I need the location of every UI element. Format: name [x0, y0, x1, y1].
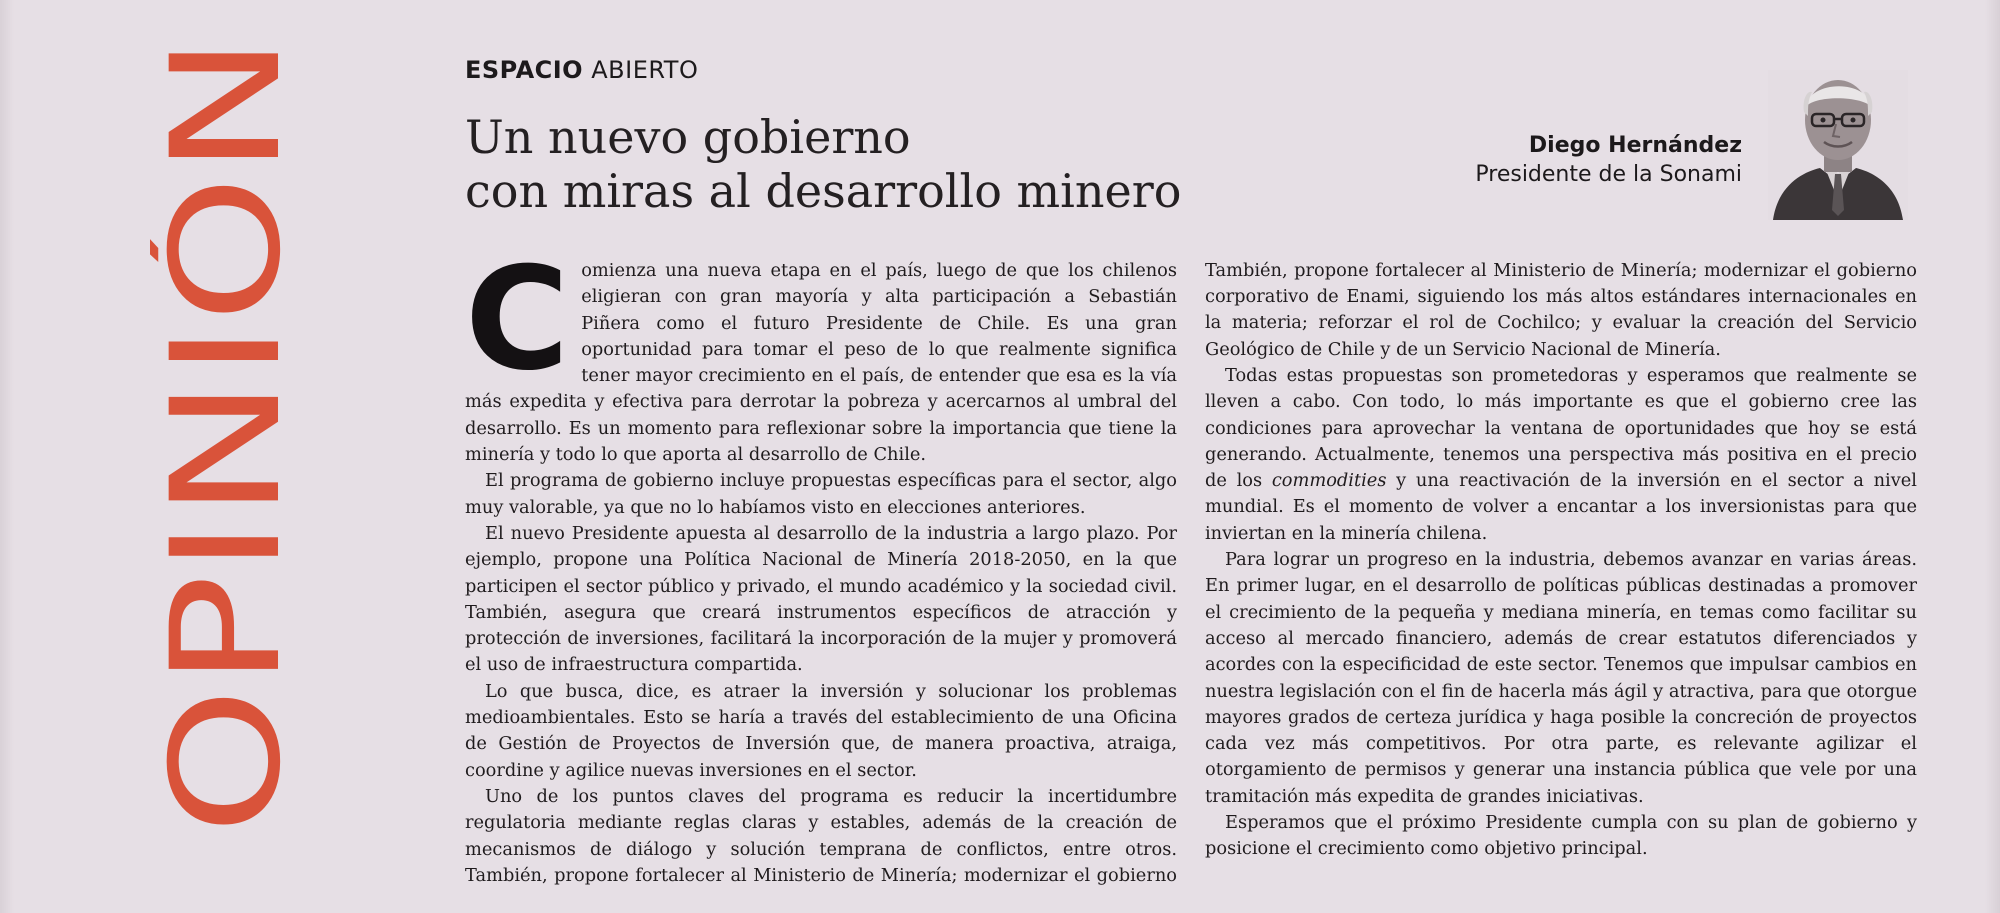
article-column-2: [1205, 258, 1917, 863]
paragraph-5-continued: [1205, 258, 1917, 363]
paragraph-6: [1205, 363, 1917, 547]
section-label-rest: ABIERTO: [591, 56, 699, 84]
paragraph-5: Uno de los puntos claves del programa es reducir la incertidumbre regulatoria mediante reglas claras y estables, además de la creación de mecanismos de diálogo y solución temprana de conflictos, entre otros. También, propone fortalecer al Ministerio de Minería; modernizar el gobierno: [465, 785, 1177, 886]
paragraph-5-continued-text: También, propone fortalecer al Ministerio de Minería; modernizar el gobierno corporativo de Enami, siguiendo los más altos estándares internacionales en la materia; reforzar el rol de Cochilco; y evaluar la creación del Servicio Geológico de Chile y de un Servicio Nacional de Minería.: [1205, 259, 1917, 360]
paragraph-4: Lo que busca, dice, es atraer la inversión y solucionar los problemas medioambientales. Esto se haría a través del establecimiento de una Oficina de Gestión de Proyectos de Inversión que, de manera proactiva, atraiga, coordine y agilice nuevas inversiones en el sector.: [465, 680, 1177, 781]
paragraph-1: [465, 237, 1177, 468]
paragraph-6-text-b: y una reactivación de la inversión en el sector a nivel mundial. Es el momento de volver a encantar a los inversionistas para que inviertan en la minería chilena.: [1205, 470, 1917, 544]
headline-line-1: Un nuevo gobierno: [465, 110, 911, 164]
paragraph-8: Esperamos que el próximo Presidente cumpla con su plan de gobierno y posicione el crecimiento como objetivo principal.: [1205, 812, 1917, 860]
paragraph-7: Para lograr un progreso en la industria, debemos avanzar en varias áreas. En primer lugar, en el desarrollo de políticas públicas destinadas a promover el crecimiento de la pequeña y mediana minería, en temas como facilitar su acceso al mercado financiero, además de crear estatutos diferenciados y acordes con la especificidad de este sector. Tenemos que impulsar cambios en nuestra legislación con el fin de hacerla más ágil y atractiva, para que otorgue mayores grados de certeza jurídica y haga posible la concreción de proyectos cada vez más competitivos. Por otra parte, es relevante agilizar el otorgamiento de permisos y generar una instancia pública que vele por una tramitación más expedita de grandes iniciativas.: [1205, 549, 1917, 807]
author-portrait: [1768, 70, 1908, 220]
author-block: [1475, 132, 1742, 190]
article-column-1: [465, 237, 1177, 890]
drop-cap: C: [465, 237, 570, 402]
paragraph-3: El nuevo Presidente apuesta al desarrollo de la industria a largo plazo. Por ejemplo, propone una Política Nacional de Minería 2018-2050, en la que participen el sector público y privado, el mundo académico y la sociedad civil. También, asegura que creará instrumentos específicos de atracción y protección de inversiones, facilitará la incorporación de la mujer y promoverá el uso de infraestructura compartida.: [465, 522, 1177, 676]
paragraph-1-text: omienza una nueva etapa en el país, luego de que los chilenos eligieran con gran mayoría y alta participación a Sebastián Piñera como el futuro Presidente de Chile. Es una gran oportunidad para tomar el peso de lo que realmente significa tener mayor crecimiento en el país, de entender que esa es la vía más expedita y efectiva para derrotar la pobreza y acercarnos al umbral del desarrollo. Es un momento para reflexionar sobre la importancia que tiene la minería y todo lo que aporta al desarrollo de Chile.: [465, 260, 1177, 466]
paragraph-2: El programa de gobierno incluye propuestas específicas para el sector, algo muy valorable, ya que no lo habíamos visto en elecciones anteriores.: [465, 470, 1177, 518]
author-role: Presidente de la Sonami: [1475, 162, 1742, 187]
vertical-title-text: OPINIÓN: [150, 195, 314, 835]
headline: [465, 110, 1365, 218]
section-label-bold: ESPACIO: [465, 56, 584, 84]
section-vertical-title: [150, 20, 330, 860]
paragraph-6-text-a: Todas estas propuestas son prometedoras y esperamos que realmente se lleven a cabo. Con todo, lo más importante es que el gobierno cree las condiciones para aprovechar la ventana de oportunidades que hoy se está generando. Actualmente, tenemos una perspectiva más positiva en el precio de los: [1205, 365, 1917, 492]
paragraph-6-italic: commodities: [1271, 470, 1387, 492]
section-label: [465, 56, 698, 84]
vertical-title-svg: [150, 20, 330, 860]
headline-line-2: con miras al desarrollo minero: [465, 164, 1182, 218]
author-name: Diego Hernández: [1528, 133, 1742, 158]
